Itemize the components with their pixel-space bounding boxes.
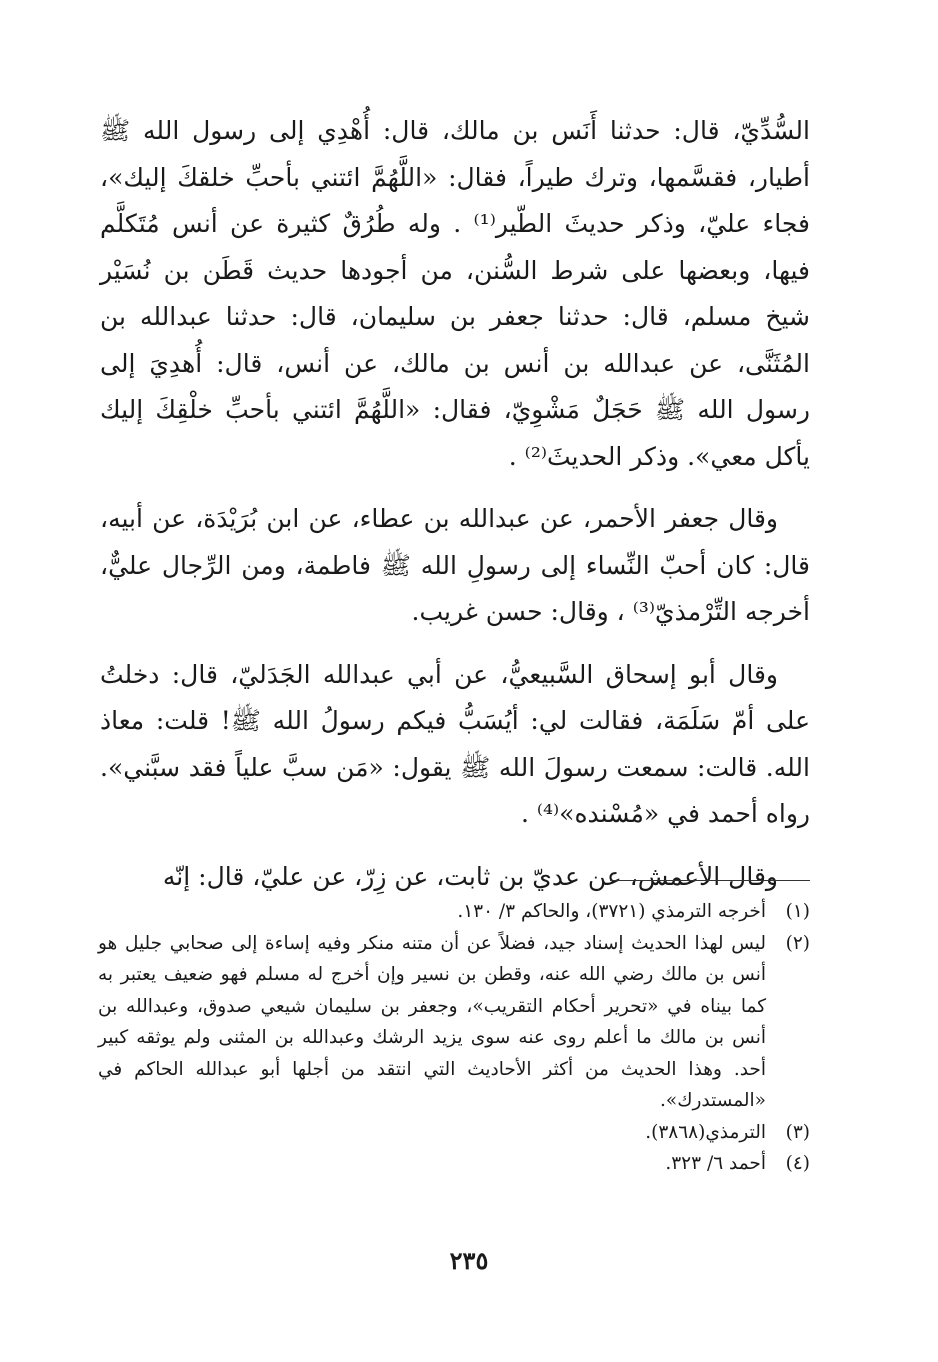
paragraph-2: وقال جعفر الأحمر، عن عبدالله بن عطاء، عن ابن بُرَيْدَة، عن أبيه، قال: كان أحبّ النِّساء إلى رسولِ الله ﷺ فاطمة، ومن الرِّجال عليٌّ، أخرجه التِّرْمذيّ⁽³⁾ ، وقال: حسن غريب. — [100, 504, 810, 626]
footnote-number: (٤) — [785, 1153, 810, 1174]
footnote-text: أخرجه الترمذي (٣٧٢١)، والحاكم ٣/ ١٣٠. — [457, 901, 766, 922]
footnote-number: (٢) — [785, 932, 810, 954]
footnote-separator — [610, 880, 810, 881]
footnote-1 — [98, 896, 810, 928]
footnotes — [98, 896, 810, 1180]
footnote-number: (٣) — [785, 1121, 810, 1143]
paragraph-4: وقال الأعمش، عن عديّ بن ثابت، عن زِرّ، عن عليّ، قال: إنّه — [162, 861, 778, 891]
footnote-number: (١) — [785, 901, 810, 922]
paragraph-3: وقال أبو إسحاق السَّبيعيُّ، عن أبي عبدالله الجَدَليّ، قال: دخلتُ على أمّ سَلَمَة، فقالت لي: أيُسَبُّ فيكم رسولُ الله ﷺ! قلت: معاذ الله. قالت: سمعت رسولَ الله ﷺ يقول: «مَن سبَّ علياً فقد سبَّني». رواه أحمد في «مُسْنده»⁽⁴⁾ . — [100, 659, 810, 828]
footnote-4 — [98, 1148, 810, 1180]
paragraph-1: السُّدِّيّ، قال: حدثنا أَنَس بن مالك، قال: أُهْدِي إلى رسول الله ﷺ أطيار، فقسَّمها، وترك طيراً، فقال: «اللَّهُمَّ ائتني بأحبِّ خلقكَ إليك»، فجاء عليّ، وذكر حديثَ الطّير⁽¹⁾ . وله طُرُقٌ كثيرة عن أنس مُتَكلَّم فيها، وبعضها على شرط السُّنن، من أجودها حديث قَطَن بن نُسَيْر شيخ مسلم، قال: حدثنا جعفر بن سليمان، قال: حدثنا عبدالله بن المُثَنَّى، عن عبدالله بن أنس بن مالك، عن أنس، قال: أُهدِيَ إلى رسول الله ﷺ حَجَلٌ مَشْوِيّ، فقال: «اللَّهُمَّ ائتني بأحبِّ خلْقِكَ إليك يأكل معي». وذكر الحديثَ⁽²⁾ . — [100, 116, 810, 471]
footnote-text: أحمد ٦/ ٣٢٣. — [665, 1153, 766, 1174]
footnote-2 — [98, 928, 810, 1117]
footnote-text: الترمذي(٣٨٦٨). — [645, 1121, 766, 1143]
footnote-text: ليس لهذا الحديث إسناد جيد، فضلاً عن أن متنه منكر وفيه إساءة إلى صحابي جليل هو أنس بن مالك رضي الله عنه، وقطن بن نسير وإن أخرج له مسلم فهو ضعيف يعتبر به كما بيناه في «تحرير أحكام التقريب»، وجعفر بن سليمان شيعي صدوق، وعبدالله بن أنس بن مالك ما أعلم روى عنه سوى يزيد الرشك وعبدالله بن المثنى ولم يوثقه كبير أحد. وهذا الحديث من أكثر الأحاديث التي انتقد من أجلها أبو عبدالله الحاكم في «المستدرك». — [98, 932, 766, 1111]
main-text — [100, 108, 810, 900]
footnote-3 — [98, 1117, 810, 1149]
page-number: ٢٣٥ — [449, 1246, 489, 1275]
